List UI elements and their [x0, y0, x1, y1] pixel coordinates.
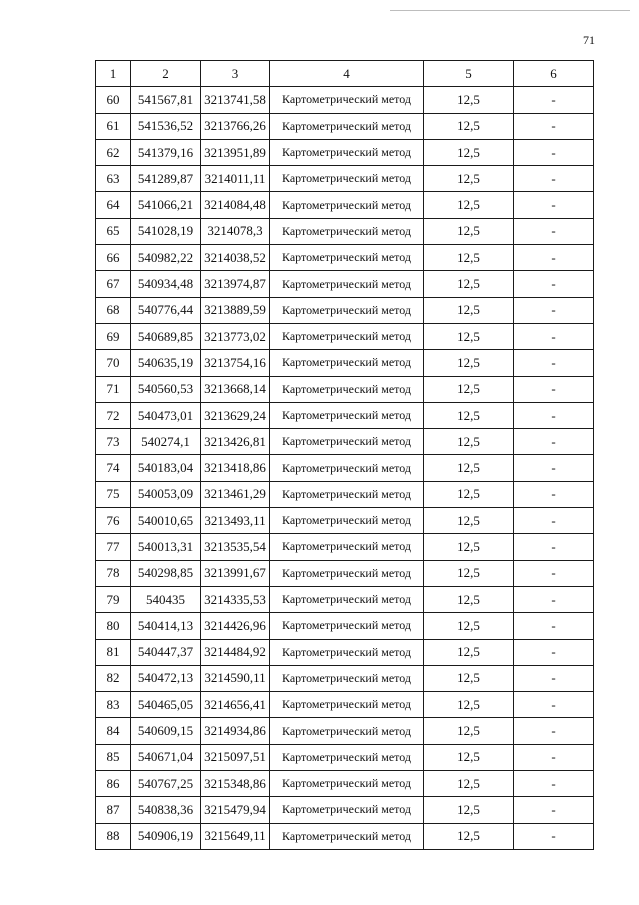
- table-row: [96, 271, 594, 297]
- point-number-cell: 73: [96, 429, 131, 455]
- y-coordinate-cell: 3213461,29: [201, 481, 270, 507]
- method-cell: Картометрический метод: [270, 665, 424, 691]
- y-coordinate-cell: 3214038,52: [201, 245, 270, 271]
- y-coordinate-cell: 3215649,11: [201, 823, 270, 849]
- point-number-cell: 75: [96, 481, 131, 507]
- method-cell: Картометрический метод: [270, 613, 424, 639]
- note-cell: -: [514, 744, 594, 770]
- note-cell: -: [514, 376, 594, 402]
- point-number-cell: 64: [96, 192, 131, 218]
- note-cell: -: [514, 665, 594, 691]
- method-cell: Картометрический метод: [270, 455, 424, 481]
- y-coordinate-cell: 3214078,3: [201, 218, 270, 244]
- note-cell: -: [514, 271, 594, 297]
- table-row: [96, 665, 594, 691]
- note-cell: -: [514, 508, 594, 534]
- x-coordinate-cell: 540013,31: [131, 534, 201, 560]
- table-row: [96, 323, 594, 349]
- y-coordinate-cell: 3213951,89: [201, 139, 270, 165]
- accuracy-cell: 12,5: [424, 192, 514, 218]
- accuracy-cell: 12,5: [424, 534, 514, 560]
- method-cell: Картометрический метод: [270, 350, 424, 376]
- table-row: [96, 639, 594, 665]
- accuracy-cell: 12,5: [424, 797, 514, 823]
- header-cell: 6: [514, 61, 594, 87]
- y-coordinate-cell: 3213974,87: [201, 271, 270, 297]
- point-number-cell: 76: [96, 508, 131, 534]
- note-cell: -: [514, 87, 594, 113]
- y-coordinate-cell: 3213493,11: [201, 508, 270, 534]
- y-coordinate-cell: 3214426,96: [201, 613, 270, 639]
- y-coordinate-cell: 3215479,94: [201, 797, 270, 823]
- method-cell: Картометрический метод: [270, 718, 424, 744]
- table-row: [96, 586, 594, 612]
- note-cell: -: [514, 113, 594, 139]
- note-cell: -: [514, 797, 594, 823]
- accuracy-cell: 12,5: [424, 718, 514, 744]
- x-coordinate-cell: 540689,85: [131, 323, 201, 349]
- table-row: [96, 481, 594, 507]
- header-cell: 1: [96, 61, 131, 87]
- y-coordinate-cell: 3214084,48: [201, 192, 270, 218]
- table-row: [96, 402, 594, 428]
- x-coordinate-cell: 540635,19: [131, 350, 201, 376]
- table-row: [96, 297, 594, 323]
- point-number-cell: 68: [96, 297, 131, 323]
- y-coordinate-cell: 3214011,11: [201, 166, 270, 192]
- point-number-cell: 82: [96, 665, 131, 691]
- method-cell: Картометрический метод: [270, 586, 424, 612]
- note-cell: -: [514, 218, 594, 244]
- y-coordinate-cell: 3215097,51: [201, 744, 270, 770]
- x-coordinate-cell: 540934,48: [131, 271, 201, 297]
- table-row: [96, 218, 594, 244]
- method-cell: Картометрический метод: [270, 87, 424, 113]
- y-coordinate-cell: 3214590,11: [201, 665, 270, 691]
- x-coordinate-cell: 541567,81: [131, 87, 201, 113]
- method-cell: Картометрический метод: [270, 744, 424, 770]
- note-cell: -: [514, 613, 594, 639]
- table-row: [96, 508, 594, 534]
- point-number-cell: 70: [96, 350, 131, 376]
- note-cell: -: [514, 245, 594, 271]
- header-cell: 4: [270, 61, 424, 87]
- note-cell: -: [514, 192, 594, 218]
- accuracy-cell: 12,5: [424, 771, 514, 797]
- x-coordinate-cell: 540435: [131, 586, 201, 612]
- method-cell: Картометрический метод: [270, 771, 424, 797]
- table-row: [96, 718, 594, 744]
- x-coordinate-cell: 540671,04: [131, 744, 201, 770]
- accuracy-cell: 12,5: [424, 429, 514, 455]
- note-cell: -: [514, 455, 594, 481]
- x-coordinate-cell: 540183,04: [131, 455, 201, 481]
- point-number-cell: 61: [96, 113, 131, 139]
- accuracy-cell: 12,5: [424, 744, 514, 770]
- accuracy-cell: 12,5: [424, 218, 514, 244]
- accuracy-cell: 12,5: [424, 271, 514, 297]
- header-cell: 2: [131, 61, 201, 87]
- note-cell: -: [514, 771, 594, 797]
- note-cell: -: [514, 350, 594, 376]
- point-number-cell: 65: [96, 218, 131, 244]
- note-cell: -: [514, 560, 594, 586]
- y-coordinate-cell: 3213668,14: [201, 376, 270, 402]
- note-cell: -: [514, 323, 594, 349]
- y-coordinate-cell: 3213418,86: [201, 455, 270, 481]
- accuracy-cell: 12,5: [424, 245, 514, 271]
- table-row: [96, 455, 594, 481]
- method-cell: Картометрический метод: [270, 508, 424, 534]
- accuracy-cell: 12,5: [424, 139, 514, 165]
- top-rule: [390, 10, 630, 11]
- table-row: [96, 560, 594, 586]
- table-row: [96, 429, 594, 455]
- point-number-cell: 81: [96, 639, 131, 665]
- y-coordinate-cell: 3213773,02: [201, 323, 270, 349]
- method-cell: Картометрический метод: [270, 481, 424, 507]
- note-cell: -: [514, 586, 594, 612]
- method-cell: Картометрический метод: [270, 639, 424, 665]
- coordinates-table: [95, 60, 594, 850]
- accuracy-cell: 12,5: [424, 113, 514, 139]
- x-coordinate-cell: 541289,87: [131, 166, 201, 192]
- accuracy-cell: 12,5: [424, 823, 514, 849]
- method-cell: Картометрический метод: [270, 323, 424, 349]
- point-number-cell: 77: [96, 534, 131, 560]
- method-cell: Картометрический метод: [270, 823, 424, 849]
- table-row: [96, 692, 594, 718]
- accuracy-cell: 12,5: [424, 508, 514, 534]
- point-number-cell: 88: [96, 823, 131, 849]
- x-coordinate-cell: 540298,85: [131, 560, 201, 586]
- y-coordinate-cell: 3213741,58: [201, 87, 270, 113]
- point-number-cell: 66: [96, 245, 131, 271]
- table-row: [96, 797, 594, 823]
- table-row: [96, 376, 594, 402]
- x-coordinate-cell: 540982,22: [131, 245, 201, 271]
- x-coordinate-cell: 541379,16: [131, 139, 201, 165]
- accuracy-cell: 12,5: [424, 87, 514, 113]
- method-cell: Картометрический метод: [270, 139, 424, 165]
- accuracy-cell: 12,5: [424, 402, 514, 428]
- x-coordinate-cell: 540472,13: [131, 665, 201, 691]
- point-number-cell: 83: [96, 692, 131, 718]
- accuracy-cell: 12,5: [424, 560, 514, 586]
- method-cell: Картометрический метод: [270, 297, 424, 323]
- x-coordinate-cell: 540609,15: [131, 718, 201, 744]
- header-cell: 3: [201, 61, 270, 87]
- y-coordinate-cell: 3214335,53: [201, 586, 270, 612]
- method-cell: Картометрический метод: [270, 692, 424, 718]
- table-row: [96, 192, 594, 218]
- note-cell: -: [514, 718, 594, 744]
- method-cell: Картометрический метод: [270, 560, 424, 586]
- table-row: [96, 245, 594, 271]
- method-cell: Картометрический метод: [270, 534, 424, 560]
- point-number-cell: 60: [96, 87, 131, 113]
- x-coordinate-cell: 541028,19: [131, 218, 201, 244]
- accuracy-cell: 12,5: [424, 692, 514, 718]
- method-cell: Картометрический метод: [270, 113, 424, 139]
- point-number-cell: 84: [96, 718, 131, 744]
- note-cell: -: [514, 297, 594, 323]
- point-number-cell: 69: [96, 323, 131, 349]
- note-cell: -: [514, 823, 594, 849]
- table-row: [96, 613, 594, 639]
- point-number-cell: 72: [96, 402, 131, 428]
- method-cell: Картометрический метод: [270, 271, 424, 297]
- method-cell: Картометрический метод: [270, 245, 424, 271]
- accuracy-cell: 12,5: [424, 481, 514, 507]
- table-row: [96, 350, 594, 376]
- y-coordinate-cell: 3213889,59: [201, 297, 270, 323]
- point-number-cell: 85: [96, 744, 131, 770]
- point-number-cell: 78: [96, 560, 131, 586]
- y-coordinate-cell: 3214484,92: [201, 639, 270, 665]
- point-number-cell: 87: [96, 797, 131, 823]
- note-cell: -: [514, 692, 594, 718]
- y-coordinate-cell: 3213629,24: [201, 402, 270, 428]
- method-cell: Картометрический метод: [270, 166, 424, 192]
- accuracy-cell: 12,5: [424, 323, 514, 349]
- y-coordinate-cell: 3214656,41: [201, 692, 270, 718]
- y-coordinate-cell: 3213754,16: [201, 350, 270, 376]
- accuracy-cell: 12,5: [424, 665, 514, 691]
- table-row: [96, 113, 594, 139]
- table-row: [96, 87, 594, 113]
- x-coordinate-cell: 540465,05: [131, 692, 201, 718]
- point-number-cell: 62: [96, 139, 131, 165]
- x-coordinate-cell: 541536,52: [131, 113, 201, 139]
- accuracy-cell: 12,5: [424, 297, 514, 323]
- table-body: [96, 87, 594, 850]
- table-row: [96, 771, 594, 797]
- x-coordinate-cell: 540010,65: [131, 508, 201, 534]
- x-coordinate-cell: 540274,1: [131, 429, 201, 455]
- accuracy-cell: 12,5: [424, 350, 514, 376]
- method-cell: Картометрический метод: [270, 797, 424, 823]
- method-cell: Картометрический метод: [270, 192, 424, 218]
- header-cell: 5: [424, 61, 514, 87]
- point-number-cell: 80: [96, 613, 131, 639]
- accuracy-cell: 12,5: [424, 376, 514, 402]
- note-cell: -: [514, 639, 594, 665]
- x-coordinate-cell: 540560,53: [131, 376, 201, 402]
- point-number-cell: 63: [96, 166, 131, 192]
- x-coordinate-cell: 540776,44: [131, 297, 201, 323]
- note-cell: -: [514, 429, 594, 455]
- note-cell: -: [514, 481, 594, 507]
- accuracy-cell: 12,5: [424, 455, 514, 481]
- accuracy-cell: 12,5: [424, 586, 514, 612]
- note-cell: -: [514, 534, 594, 560]
- y-coordinate-cell: 3213535,54: [201, 534, 270, 560]
- table-row: [96, 534, 594, 560]
- table-row: [96, 823, 594, 849]
- x-coordinate-cell: 541066,21: [131, 192, 201, 218]
- point-number-cell: 71: [96, 376, 131, 402]
- accuracy-cell: 12,5: [424, 639, 514, 665]
- page-number: 71: [583, 33, 595, 47]
- table-row: [96, 139, 594, 165]
- x-coordinate-cell: 540767,25: [131, 771, 201, 797]
- table-header-row: [96, 61, 594, 87]
- method-cell: Картометрический метод: [270, 429, 424, 455]
- x-coordinate-cell: 540473,01: [131, 402, 201, 428]
- x-coordinate-cell: 540414,13: [131, 613, 201, 639]
- point-number-cell: 74: [96, 455, 131, 481]
- accuracy-cell: 12,5: [424, 166, 514, 192]
- y-coordinate-cell: 3213766,26: [201, 113, 270, 139]
- y-coordinate-cell: 3213991,67: [201, 560, 270, 586]
- table-row: [96, 744, 594, 770]
- method-cell: Картометрический метод: [270, 218, 424, 244]
- point-number-cell: 86: [96, 771, 131, 797]
- y-coordinate-cell: 3215348,86: [201, 771, 270, 797]
- y-coordinate-cell: 3214934,86: [201, 718, 270, 744]
- table-row: [96, 166, 594, 192]
- x-coordinate-cell: 540838,36: [131, 797, 201, 823]
- x-coordinate-cell: 540447,37: [131, 639, 201, 665]
- y-coordinate-cell: 3213426,81: [201, 429, 270, 455]
- note-cell: -: [514, 166, 594, 192]
- note-cell: -: [514, 402, 594, 428]
- note-cell: -: [514, 139, 594, 165]
- x-coordinate-cell: 540053,09: [131, 481, 201, 507]
- accuracy-cell: 12,5: [424, 613, 514, 639]
- method-cell: Картометрический метод: [270, 402, 424, 428]
- point-number-cell: 79: [96, 586, 131, 612]
- method-cell: Картометрический метод: [270, 376, 424, 402]
- x-coordinate-cell: 540906,19: [131, 823, 201, 849]
- point-number-cell: 67: [96, 271, 131, 297]
